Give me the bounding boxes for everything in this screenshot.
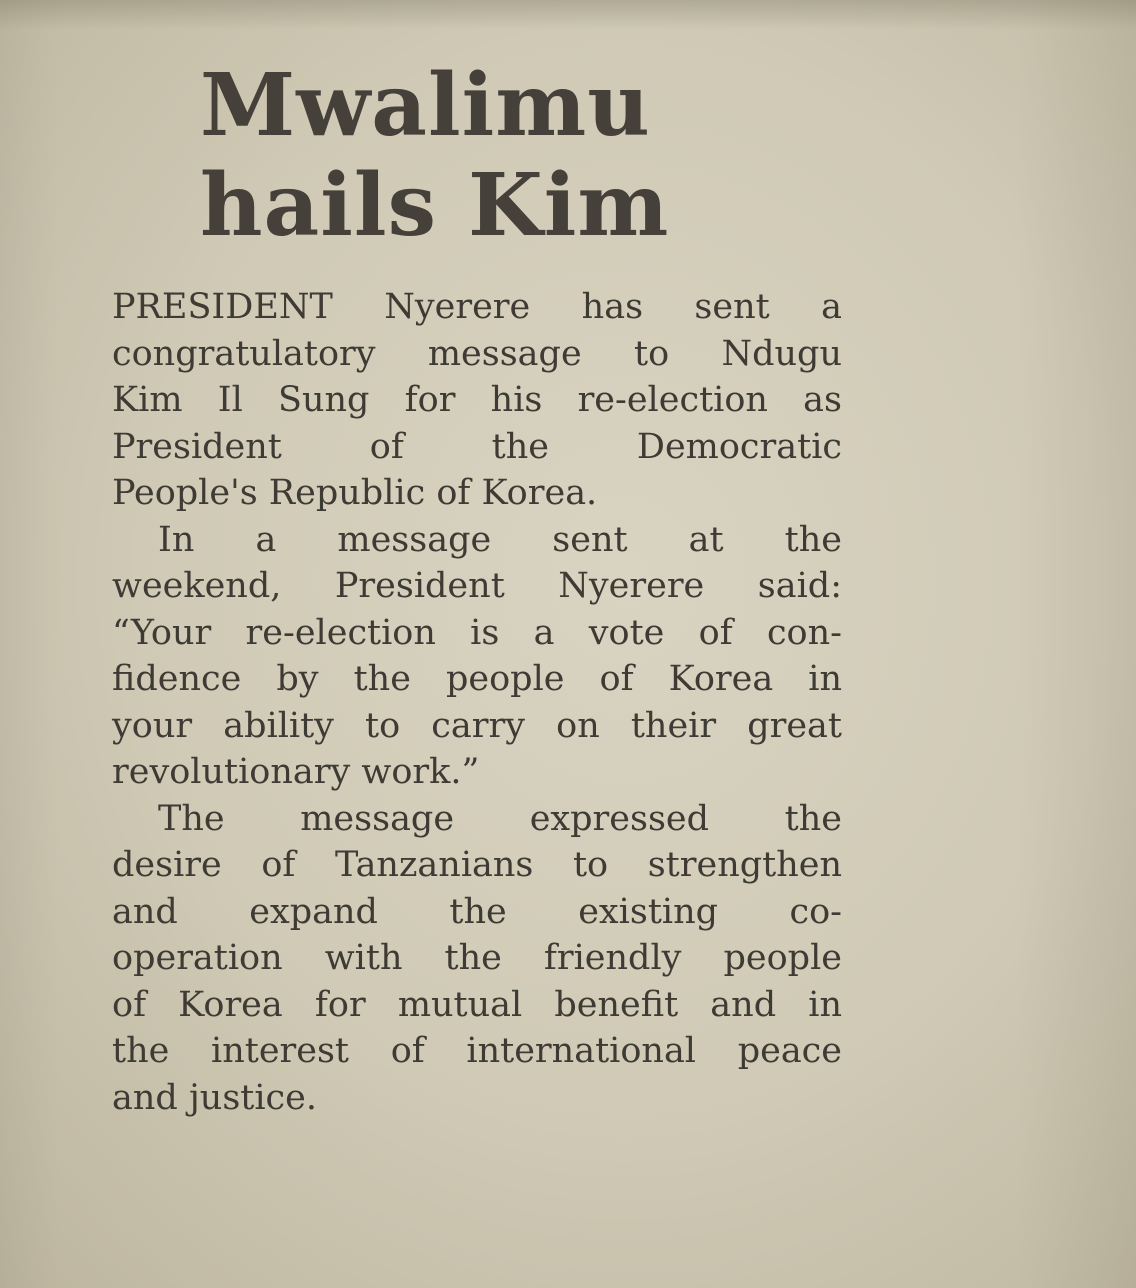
- text-line: Kim Il Sung for his re-election as: [112, 380, 842, 420]
- headline-line: hails Kim: [200, 155, 670, 256]
- text-line: desire of Tanzanians to strengthen: [112, 845, 842, 885]
- text-line: fidence by the people of Korea in: [112, 659, 842, 699]
- text-line: PRESIDENT Nyerere has sent a: [112, 287, 842, 327]
- headline-line: Mwalimu: [200, 55, 651, 156]
- text-line: of Korea for mutual benefit and in: [112, 984, 842, 1025]
- text-line: President of the Democratic: [112, 426, 842, 467]
- text-line: weekend, President Nyerere said:: [112, 566, 842, 606]
- text-line: and justice.: [112, 1077, 317, 1118]
- text-line: revolutionary work.”: [112, 752, 480, 792]
- text-line: In a message sent at the: [158, 519, 842, 560]
- text-line: your ability to carry on their great: [112, 705, 842, 746]
- paragraph-3: [112, 796, 842, 1122]
- text-line: The message expressed the: [158, 798, 842, 839]
- text-line: “Your re-election is a vote of con-: [112, 612, 842, 653]
- text-line: and expand the existing co-: [112, 891, 842, 932]
- paragraph-1: [112, 284, 842, 517]
- text-line: operation with the friendly people: [112, 938, 842, 978]
- paragraph-2: [112, 517, 842, 796]
- text-line: congratulatory message to Ndugu: [112, 333, 842, 374]
- text-line: the interest of international peace: [112, 1031, 842, 1071]
- headline: [200, 56, 842, 256]
- article-body: [112, 284, 842, 1121]
- newspaper-clipping: [112, 56, 842, 1121]
- text-line: People's Republic of Korea.: [112, 473, 598, 513]
